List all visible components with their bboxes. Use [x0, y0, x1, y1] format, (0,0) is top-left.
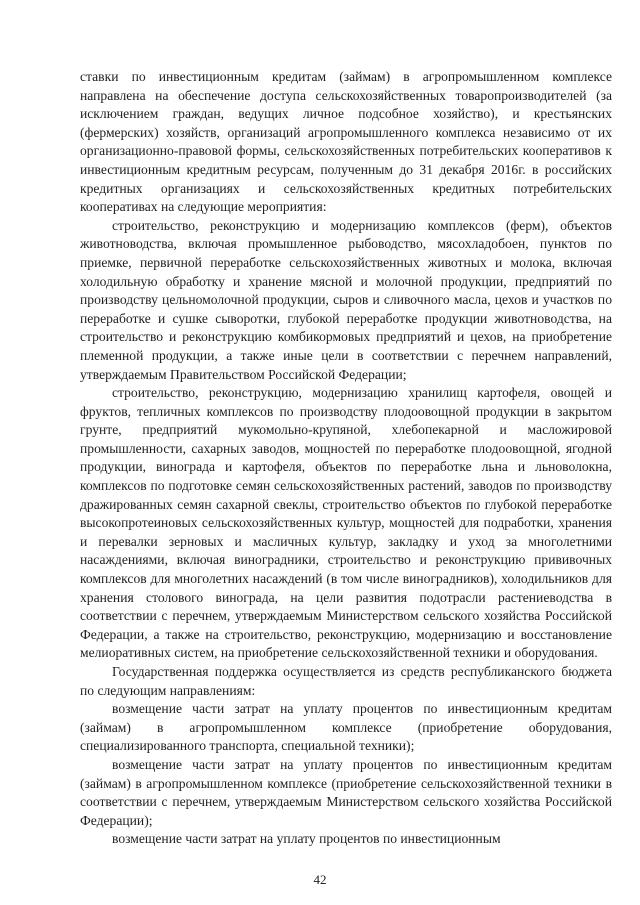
paragraph-compensation-equipment: возмещение части затрат на уплату процентов по инвестиционным кредитам (займам) в агропромышленном комплексе (приобретение оборудования, специализированного транспорта, специальной техники); [80, 701, 612, 754]
paragraph-intro: ставки по инвестиционным кредитам (займам) в агропромышленном комплексе направлена на обеспечение доступа сельскохозяйственных товаропроизводителей (за исключением граждан, ведущих личное подсобное хозяйство), и крестьянских (фермерских) хозяйств, организаций агропромышленного комплекса независимо от их организационно-правовой формы, сельскохозяйственных потребительских кооперативов к инвестиционным кредитным ресурсам, полученным до 31 декабря 2016г. в российских кредитных организациях и сельскохозяйственных кредитных потребительских кооперативах на следующие мероприятия: [80, 69, 612, 215]
page-number: 42 [313, 872, 327, 887]
paragraph-compensation-machinery: возмещение части затрат на уплату процентов по инвестиционным кредитам (займам) в агропромышленном комплексе (приобретение сельскохозяйственной техники в соответствии с перечнем, утверждаемым Министерством сельского хозяйства Российской Федерации); [80, 756, 612, 828]
paragraph-state-support: Государственная поддержка осуществляется из средств республиканского бюджета по следующим направлениям: [80, 664, 612, 698]
paragraph-livestock: строительство, реконструкцию и модернизацию комплексов (ферм), объектов животноводства, включая промышленное рыбоводство, мясохладобоен, пунктов по приемке, первичной переработке сельскохозяйственных животных и молока, включая холодильную обработку и хранение мясной и молочной продукции, предприятий по производству цельномолочной продукции, сыров и сливочного масла, цехов и участков по переработке и сушке сыворотки, глубокой переработке продукции животноводства, на строительство и реконструкцию комбикормовых предприятий и цехов, на приобретение племенной продукции, а также иные цели в соответствии с перечнем направлений, утверждаемым Правительством Российской Федерации; [80, 217, 612, 382]
paragraph-crop-production: строительство, реконструкцию, модернизацию хранилищ картофеля, овощей и фруктов, тепличных комплексов по производству плодоовощной продукции в закрытом грунте, предприятий мукомольно-крупяной, хлебопекарной и масложировой промышленности, сахарных заводов, мощностей по переработке плодоовощной, ягодной продукции, винограда и картофеля, объектов по переработке льна и льноволокна, комплексов по подготовке семян сельскохозяйственных растений, заводов по производству дражированных семян сахарной свеклы, строительство объектов по глубокой переработке высокопротеиновых сельскохозяйственных культур, мощностей для подработки, хранения и перевалки зерновых и масличных культур, закладку и уход за многолетними насаждениями, включая виноградники, строительство и реконструкцию прививочных комплексов для многолетних насаждений (в том числе виноградников), холодильников для хранения столового винограда, на цели развития подотрасли растениеводства в соответствии с перечнем, утверждаемым Министерством сельского хозяйства Российской Федерации, а также на строительство, реконструкцию, модернизацию и восстановление мелиоративных систем, на приобретение сельскохозяйственной техники и оборудования. [80, 385, 612, 661]
document-body [80, 68, 612, 849]
paragraph-compensation-continued: возмещение части затрат на уплату процентов по инвестиционным [112, 831, 501, 847]
